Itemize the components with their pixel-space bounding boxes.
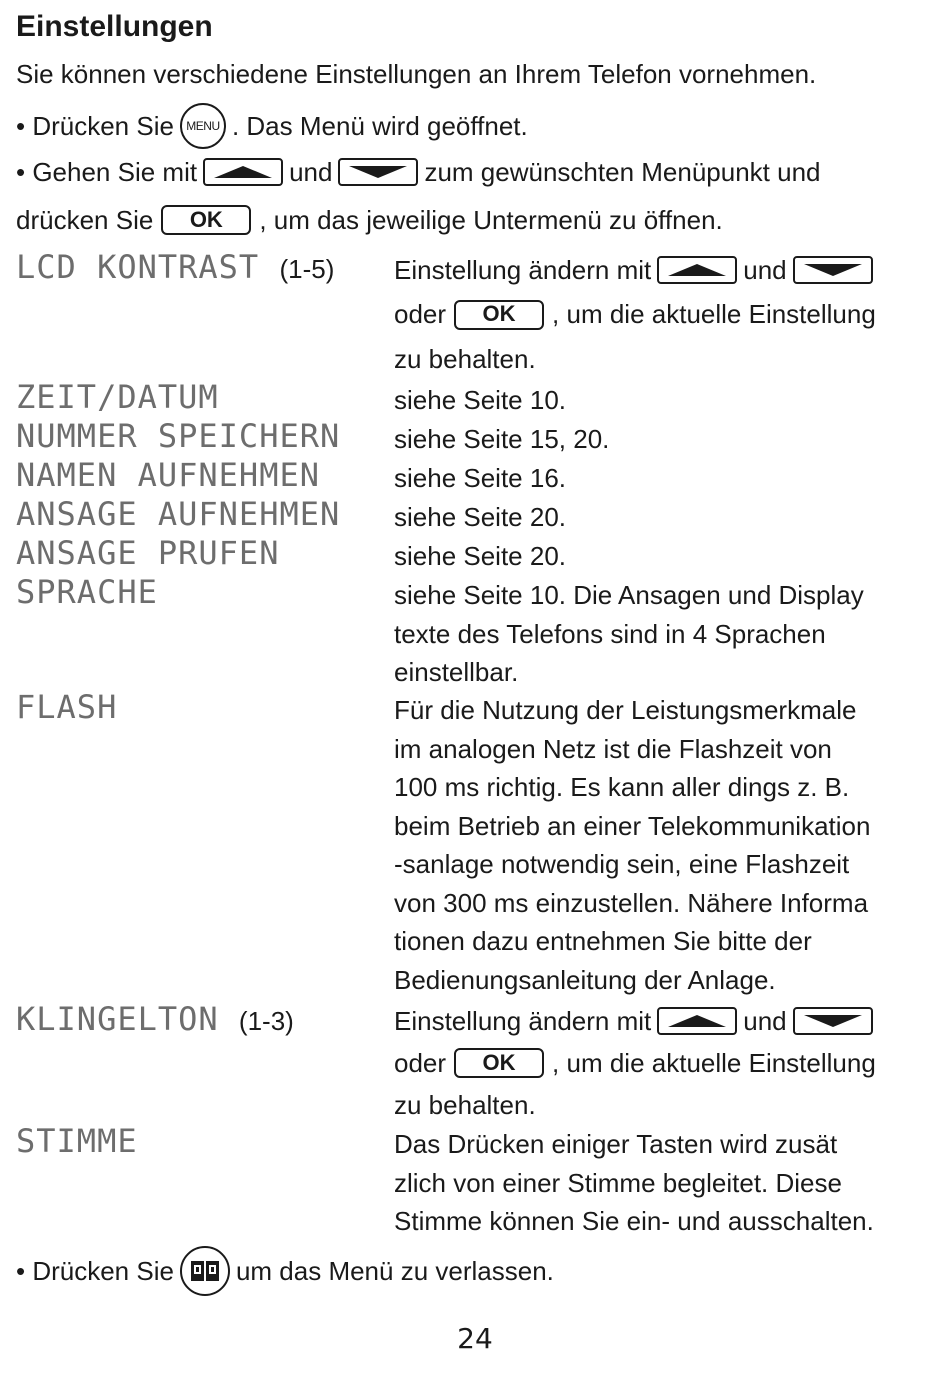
entry-desc-zeit-datum — [394, 381, 924, 420]
menu-entry-ansage-aufnehmen — [16, 495, 340, 533]
step1-suffix: . Das Menü wird geöffnet. — [231, 111, 528, 141]
phonebook-key-icon — [180, 1246, 230, 1296]
desc-text: Für die Nutzung der Leistungsmerkmale — [394, 695, 857, 725]
up-key-icon — [657, 256, 737, 284]
desc-line — [394, 1041, 924, 1086]
desc-text: , um die aktuelle Einstellung — [552, 299, 876, 330]
down-key-icon — [793, 1007, 873, 1035]
desc-text: -sanlage notwendig sein, eine Flashzeit — [394, 849, 850, 879]
desc-line — [394, 251, 924, 290]
ok-key-label: OK — [482, 1049, 516, 1075]
ok-key-icon — [454, 1048, 544, 1078]
desc-text: beim Betrieb an einer Telekommunikation — [394, 810, 871, 841]
desc-line — [394, 1086, 924, 1125]
menu-entry-klingelton — [16, 1000, 294, 1040]
entry-desc-flash — [394, 691, 924, 999]
desc-text: tionen dazu entnehmen Sie bitte der — [394, 926, 812, 956]
entry-label: NUMMER SPEICHERN — [16, 417, 341, 455]
desc-text: siehe Seite 20. — [394, 502, 567, 532]
desc-line — [394, 1002, 924, 1041]
desc-text: von 300 ms einzustellen. Nähere Informa — [394, 887, 869, 918]
entry-desc-nummer-speichern — [394, 420, 924, 459]
step2-prefix: • Gehen Sie mit — [16, 157, 198, 187]
step-open-menu — [16, 103, 528, 149]
desc-text: zu behalten. — [394, 343, 536, 374]
entry-range: (1-3) — [238, 1006, 294, 1036]
exit-prefix: • Drücken Sie — [16, 1256, 174, 1286]
desc-line — [394, 290, 924, 340]
entry-desc-stimme — [394, 1125, 924, 1241]
step2b-prefix: drücken Sie — [16, 205, 154, 235]
desc-text: 100 ms richtig. Es kann aller dings z. B. — [394, 772, 850, 802]
entry-label: ANSAGE AUFNEHMEN — [16, 495, 341, 533]
entry-desc-klingelton — [394, 1002, 924, 1124]
page-number: 24 — [457, 1322, 493, 1355]
ok-key-icon — [454, 300, 544, 330]
desc-text: Bedienungsanleitung der Anlage. — [394, 964, 776, 995]
entry-desc-lcd-kontrast — [394, 251, 924, 378]
entry-label: SPRACHE — [16, 573, 158, 611]
desc-text: siehe Seite 20. — [394, 541, 567, 571]
desc-text: siehe Seite 10. Die Ansagen und Display — [394, 580, 864, 610]
menu-entry-lcd-kontrast — [16, 248, 334, 288]
desc-text: zlich von einer Stimme begleitet. Diese — [394, 1167, 842, 1198]
desc-text: einstellbar. — [394, 657, 519, 687]
entry-label: KLINGELTON — [16, 1000, 219, 1038]
step2-suffix: zum gewünschten Menüpunkt und — [424, 157, 821, 187]
menu-entry-nummer-speichern — [16, 417, 340, 455]
step1-prefix: • Drücken Sie — [16, 111, 174, 141]
ok-key-label: OK — [189, 207, 223, 232]
desc-text: , um die aktuelle Einstellung — [552, 1047, 876, 1078]
desc-text: und — [743, 255, 787, 285]
entry-label: NAMEN AUFNEHMEN — [16, 456, 320, 494]
up-key-icon — [657, 1007, 737, 1035]
menu-key-label: MENU — [186, 119, 220, 133]
step2-and: und — [289, 157, 333, 187]
desc-text: siehe Seite 16. — [394, 463, 567, 493]
entry-label: ZEIT/DATUM — [16, 378, 219, 416]
intro-label: Sie können verschiedene Einstellungen an Ihrem Telefon vornehmen. — [16, 59, 817, 89]
entry-label: ANSAGE PRUFEN — [16, 534, 280, 572]
desc-text: Das Drücken einiger Tasten wird zusät — [394, 1129, 838, 1159]
down-key-icon — [793, 256, 873, 284]
menu-entry-flash — [16, 688, 117, 726]
entry-range: (1-5) — [279, 254, 335, 284]
entry-label: FLASH — [16, 688, 118, 726]
down-key-icon — [338, 158, 418, 186]
entry-label: STIMME — [16, 1122, 138, 1160]
step-exit-menu — [16, 1246, 554, 1296]
menu-entry-stimme — [16, 1122, 138, 1160]
desc-text: siehe Seite 10. — [394, 385, 567, 415]
desc-text: siehe Seite 15, 20. — [394, 424, 610, 454]
page-title: Einstellungen — [16, 10, 213, 43]
entry-desc-ansage-pruefen — [394, 537, 924, 576]
desc-text: im analogen Netz ist die Flashzeit von — [394, 733, 832, 764]
desc-text: oder — [394, 299, 447, 330]
step2b-suffix: , um das jeweilige Untermenü zu öffnen. — [259, 205, 723, 235]
desc-text: Einstellung ändern mit — [394, 255, 652, 285]
desc-text: zu behalten. — [394, 1089, 536, 1120]
menu-entry-namen-aufnehmen — [16, 456, 320, 494]
entry-desc-namen-aufnehmen — [394, 459, 924, 498]
exit-suffix: um das Menü zu verlassen. — [235, 1256, 554, 1286]
desc-line — [394, 340, 924, 379]
entry-desc-sprache — [394, 576, 924, 692]
desc-text: texte des Telefons sind in 4 Sprachen — [394, 618, 826, 649]
up-key-icon — [203, 158, 283, 186]
step-navigate — [16, 156, 821, 188]
desc-text: oder — [394, 1047, 447, 1078]
desc-text: und — [743, 1006, 787, 1036]
ok-key-icon — [161, 205, 251, 235]
menu-entry-zeit-datum — [16, 378, 219, 416]
menu-key-icon — [180, 103, 226, 149]
menu-entry-ansage-pruefen — [16, 534, 279, 572]
intro-text — [16, 58, 816, 90]
desc-text: Stimme können Sie ein- und ausschalten. — [394, 1206, 874, 1236]
step-confirm — [16, 204, 723, 236]
entry-desc-ansage-aufnehmen — [394, 498, 924, 537]
entry-label: LCD KONTRAST — [16, 248, 260, 286]
desc-text: Einstellung ändern mit — [394, 1006, 652, 1036]
menu-entry-sprache — [16, 573, 158, 611]
ok-key-label: OK — [482, 301, 516, 327]
